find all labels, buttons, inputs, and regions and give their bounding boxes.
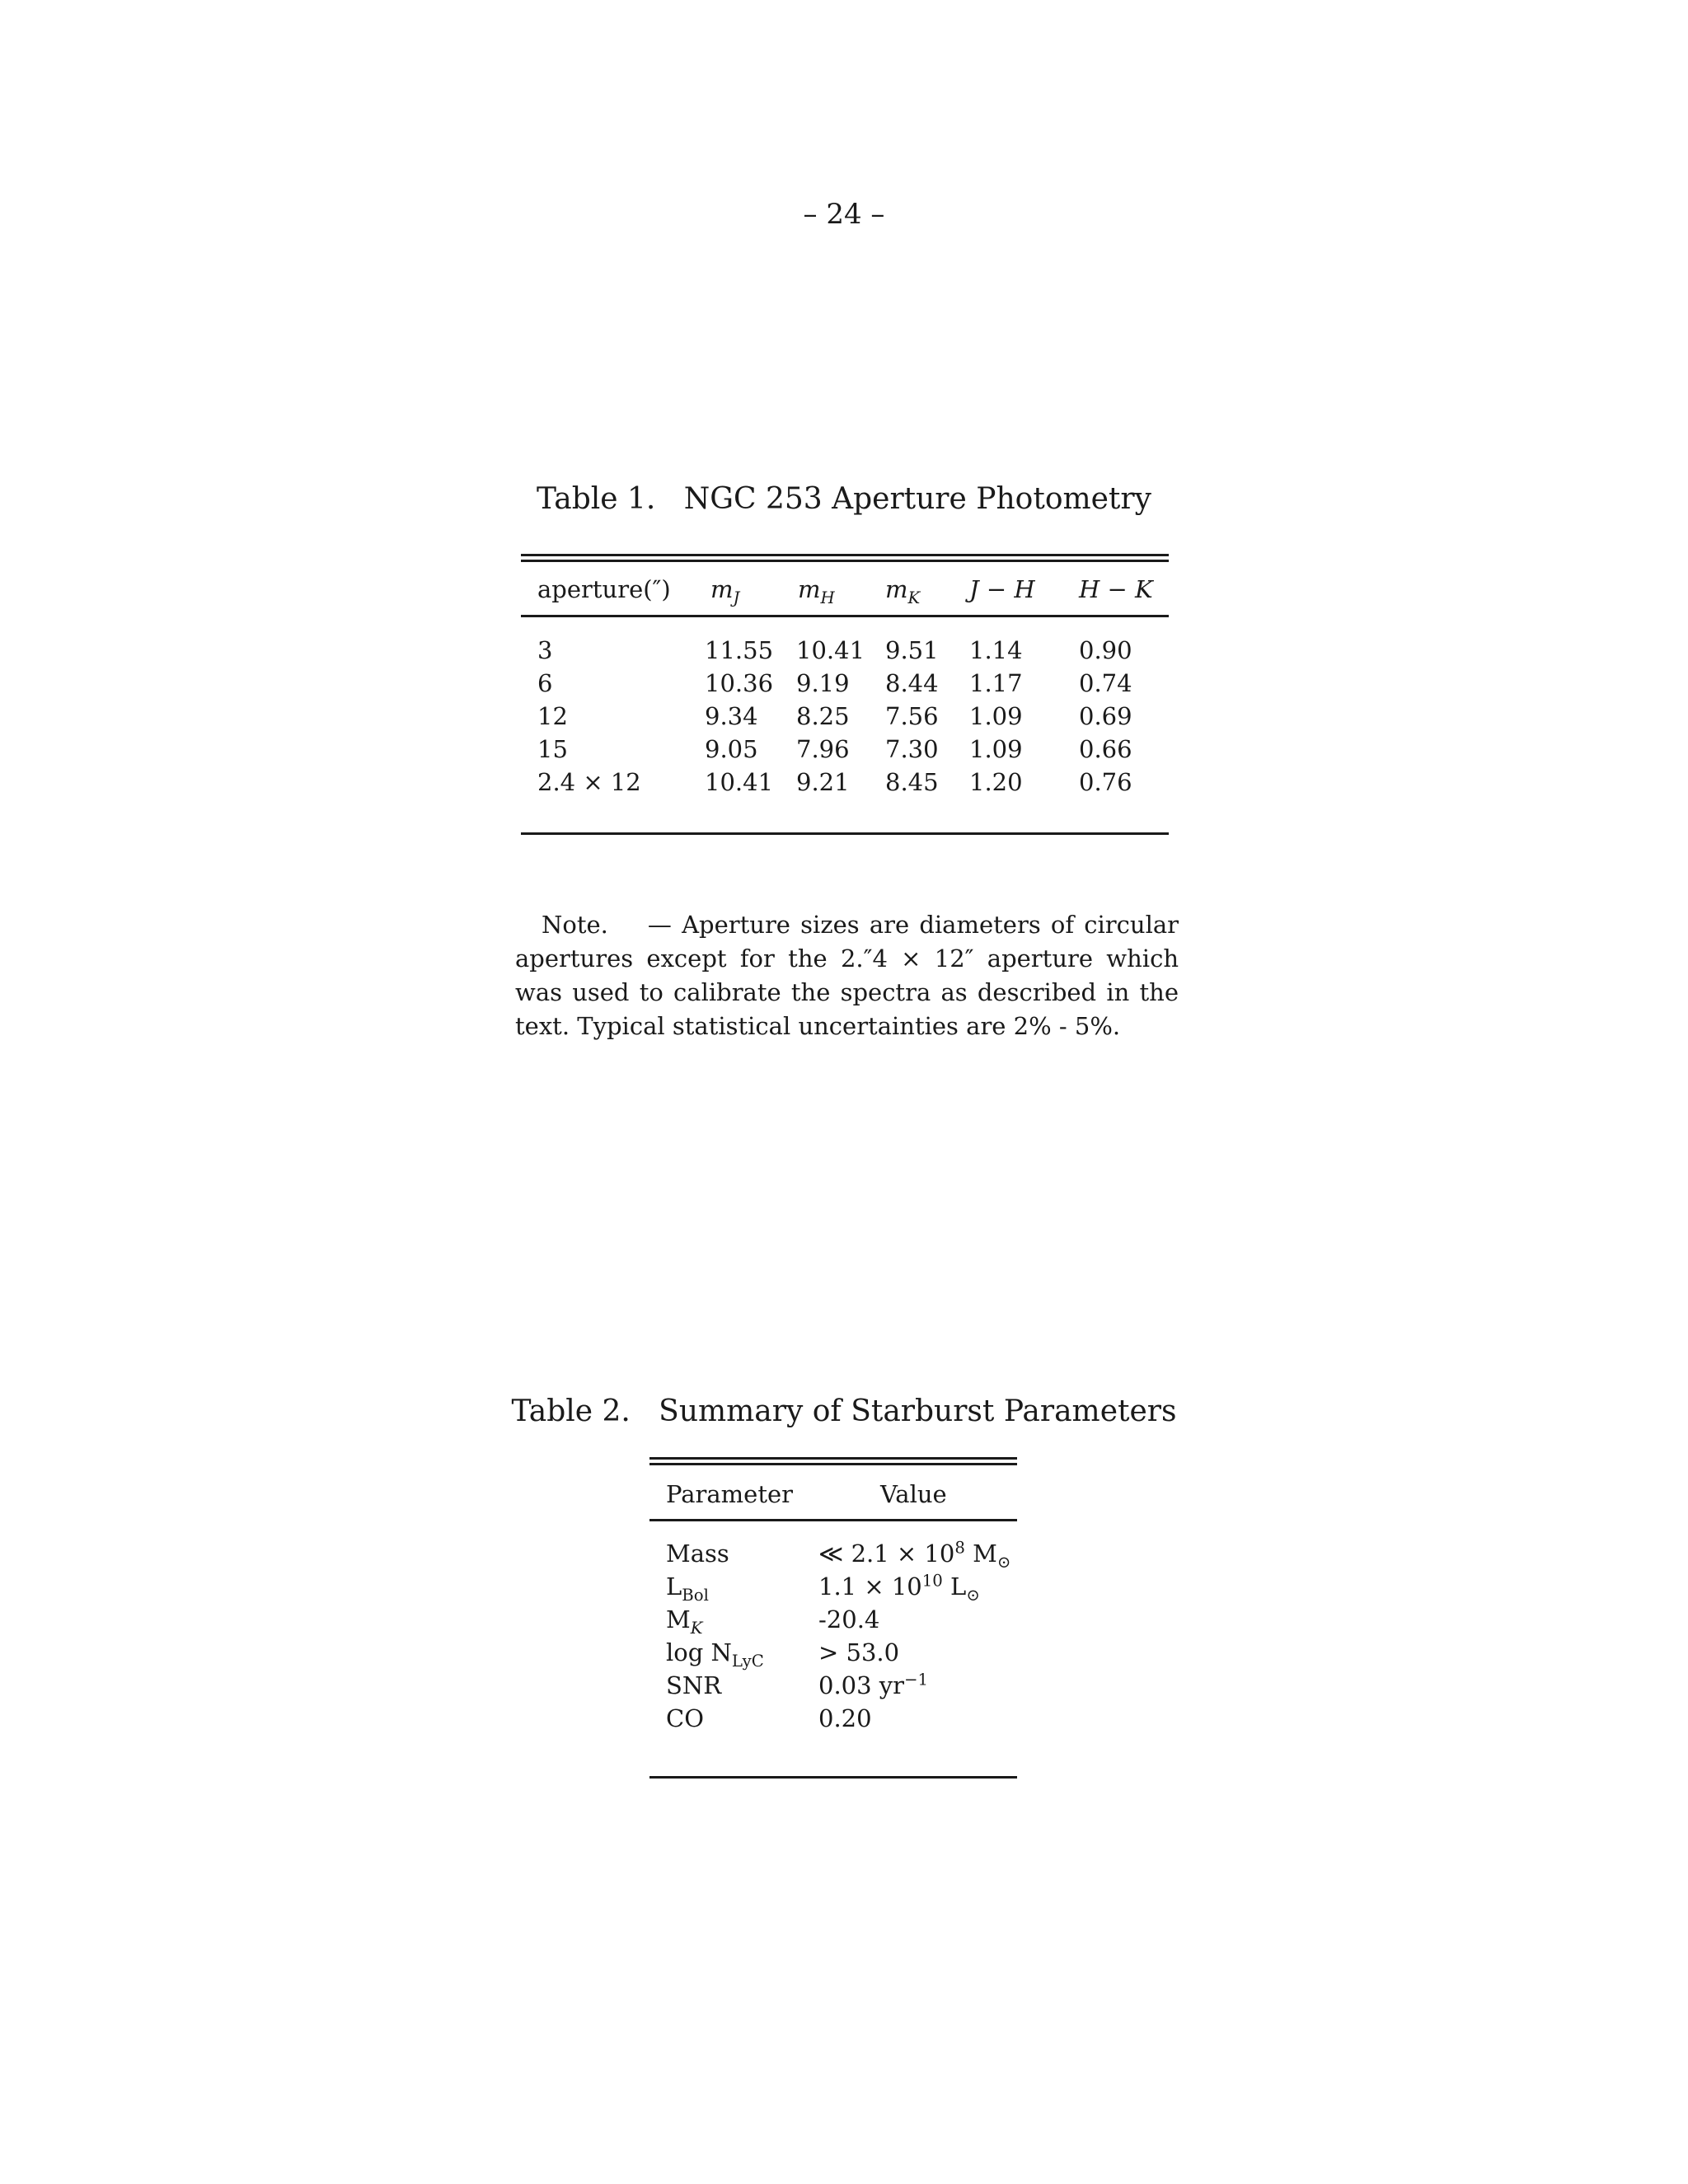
table1-cell: 7.56 [885, 702, 939, 730]
table1-cell: 7.96 [796, 735, 850, 763]
table1-cell: 10.41 [705, 768, 774, 796]
table2-top-rule-1 [649, 1457, 1017, 1460]
table2-header-value: Value [880, 1480, 947, 1508]
note-label: Note. [542, 911, 608, 939]
table2-bottom-rule [649, 1776, 1017, 1779]
table1-cell: 0.90 [1079, 636, 1132, 664]
table1-cell: 0.66 [1079, 735, 1132, 763]
table1-caption: Table 1. NGC 253 Aperture Photometry [537, 482, 1151, 516]
table2-param: CO [666, 1704, 704, 1732]
table1-cell: 10.41 [796, 636, 865, 664]
table1-header-mh: $m_H$ [798, 575, 835, 607]
table1-top-rule-2 [521, 560, 1169, 562]
table1-cell: 1.20 [969, 768, 1023, 796]
table1-note [515, 908, 1179, 1043]
table2-header-rule [649, 1519, 1017, 1521]
table1-cell: 6 [537, 669, 553, 697]
table1-cell: 7.30 [885, 735, 939, 763]
table1-cell: 0.74 [1079, 669, 1132, 697]
table1-header-hk: H − K [1079, 575, 1153, 603]
table2-top-rule-2 [649, 1463, 1017, 1465]
table1-cell: 8.44 [885, 669, 939, 697]
table2-value: ≪ $2.1 \times 10^8$ $M_⊙$ [818, 1538, 1011, 1572]
table1-cell: 9.05 [705, 735, 758, 763]
table2-value: > 53.0 [818, 1638, 900, 1666]
table2-param: $\log N_{LyC}$ [666, 1638, 764, 1671]
table1-header-aperture: aperture(″) [537, 575, 671, 603]
table2-param: $L_{Bol}$ [666, 1572, 709, 1605]
table1-cell: 9.51 [885, 636, 939, 664]
table2-value: 0.03 $yr^{-1}$ [818, 1670, 929, 1699]
table1-header-jh: J − H [969, 575, 1035, 603]
table1-cell: 2.4 × 12 [537, 768, 641, 796]
table1-cell: 10.36 [705, 669, 774, 697]
table1-cell: 15 [537, 735, 568, 763]
table1-header-mj: $m_J$ [710, 575, 740, 607]
page-number: – 24 – [803, 198, 885, 231]
table1-cell: 8.45 [885, 768, 939, 796]
table1-cell: 0.76 [1079, 768, 1132, 796]
table1-bottom-rule [521, 832, 1169, 835]
table2-param: SNR [666, 1671, 722, 1699]
table1-cell: 11.55 [705, 636, 774, 664]
table2-header-parameter: Parameter [666, 1480, 793, 1508]
table1-cell: 1.09 [969, 735, 1023, 763]
table1-cell: 9.34 [705, 702, 758, 730]
table1-cell: 0.69 [1079, 702, 1132, 730]
table2-param: Mass [666, 1540, 729, 1568]
table1-cell: 1.17 [969, 669, 1023, 697]
table1-cell: 8.25 [796, 702, 850, 730]
table1-header-mk: $m_K$ [885, 575, 921, 607]
note-dash: — [647, 911, 672, 939]
table1-cell: 1.09 [969, 702, 1023, 730]
table1-cell: 9.19 [796, 669, 850, 697]
table1-header-rule [521, 615, 1169, 617]
table1-cell: 3 [537, 636, 553, 664]
table2-value: $1.1 \times 10^{10}$ $L_⊙$ [818, 1571, 980, 1605]
table2-value: 0.20 [818, 1704, 872, 1732]
table1-top-rule-1 [521, 554, 1169, 556]
table1-cell: 9.21 [796, 768, 850, 796]
table1-cell: 1.14 [969, 636, 1023, 664]
table2-caption: Table 2. Summary of Starburst Parameters [511, 1394, 1177, 1428]
table2-param: $M_K$ [666, 1605, 703, 1638]
table1-cell: 12 [537, 702, 568, 730]
table2-value: -20.4 [818, 1605, 880, 1633]
note-text: Aperture sizes are diameters of circular apertures except for the 2.″4 × 12″ aperture which was used to calibrate the spectra as described in the text. Typical statistical uncertainties are 2% - 5%. [515, 911, 1179, 1040]
